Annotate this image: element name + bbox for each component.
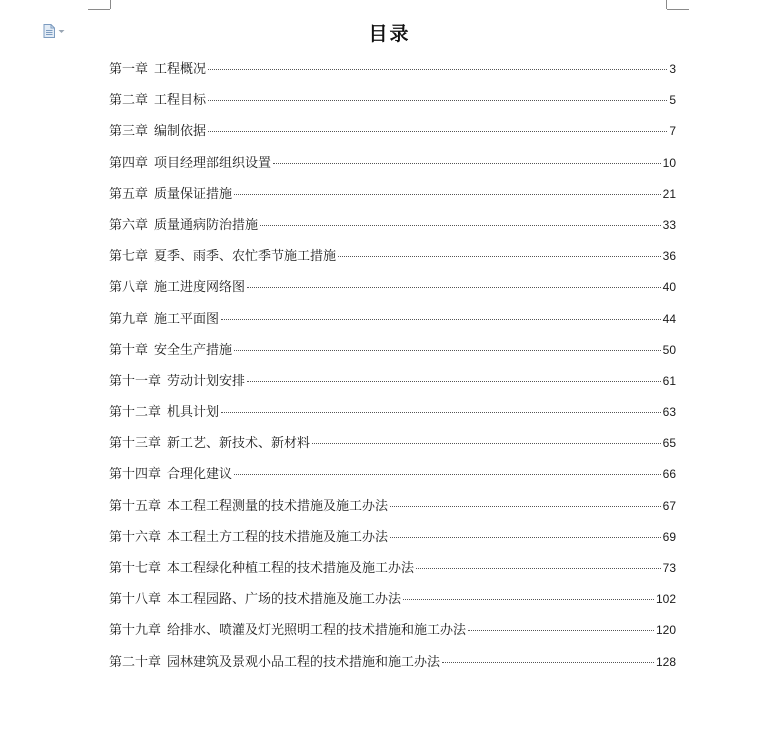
toc-chapter-title: 本工程园路、广场的技术措施及施工办法	[167, 592, 402, 608]
toc-chapter-title: 夏季、雨季、农忙季节施工措施	[154, 249, 337, 265]
toc-dot-leader	[403, 598, 654, 600]
toc-dot-leader	[260, 224, 661, 226]
toc-chapter-title: 编制依据	[154, 124, 207, 140]
toc-page-number: 67	[662, 498, 676, 513]
crop-mark-top-left-horizontal	[88, 9, 110, 10]
toc-chapter-number: 第二十章	[109, 654, 162, 670]
toc-page-number: 44	[662, 311, 676, 326]
toc-entry[interactable]	[109, 308, 676, 339]
toc-dot-leader	[247, 286, 661, 288]
toc-entry[interactable]	[109, 183, 676, 214]
toc-entry[interactable]	[109, 557, 676, 588]
toc-entry[interactable]	[109, 651, 676, 682]
toc-dot-leader	[390, 505, 661, 507]
toc-chapter-title: 质量通病防治措施	[154, 217, 259, 233]
toc-page-number: 21	[662, 186, 676, 201]
toc-page-number: 73	[662, 561, 676, 575]
toc-page-number: 65	[662, 436, 676, 451]
crop-mark-top-right-vertical	[666, 0, 667, 9]
toc-chapter-title: 本工程绿化种植工程的技术措施及施工办法	[167, 561, 415, 576]
toc-chapter-title: 工程概况	[154, 62, 207, 77]
toc-entry[interactable]	[109, 495, 676, 526]
toc-chapter-number: 第十一章	[109, 373, 162, 389]
toc-dot-leader	[208, 68, 667, 70]
toc-chapter-number: 第十三章	[109, 436, 162, 452]
toc-chapter-number: 第七章	[109, 249, 149, 265]
toc-chapter-number: 第三章	[109, 124, 149, 140]
toc-dot-leader	[468, 629, 654, 631]
crop-mark-top-right-horizontal	[667, 9, 689, 10]
toc-chapter-title: 施工进度网络图	[154, 280, 246, 296]
toc-page-number: 128	[655, 654, 676, 669]
toc-dot-leader	[338, 255, 661, 257]
toc-page-number: 120	[655, 623, 676, 638]
toc-dot-leader	[208, 130, 667, 132]
toc-dot-leader	[208, 99, 667, 101]
toc-chapter-title: 机具计划	[167, 405, 220, 421]
toc-entry[interactable]	[109, 276, 676, 307]
toc-entry[interactable]	[109, 58, 676, 89]
toc-entry[interactable]	[109, 619, 676, 650]
toc-chapter-title: 新工艺、新技术、新材料	[167, 436, 311, 452]
toc-dot-leader	[247, 380, 661, 382]
toc-entry[interactable]	[109, 370, 676, 401]
toc-page-number: 63	[662, 405, 676, 420]
toc-chapter-number: 第十七章	[109, 561, 162, 576]
toc-chapter-number: 第十六章	[109, 529, 162, 545]
toc-chapter-number: 第六章	[109, 217, 149, 233]
toc-chapter-number: 第二章	[109, 93, 149, 109]
toc-dot-leader	[221, 411, 661, 413]
toc-chapter-number: 第十五章	[109, 498, 162, 514]
toc-dot-leader	[273, 162, 661, 164]
toc-chapter-title: 本工程土方工程的技术措施及施工办法	[167, 529, 389, 545]
toc-entry[interactable]	[109, 120, 676, 151]
toc-chapter-title: 施工平面图	[154, 311, 220, 327]
crop-mark-top-left-vertical	[110, 0, 111, 9]
toc-chapter-title: 本工程工程测量的技术措施及施工办法	[167, 498, 389, 514]
toc-dot-leader	[390, 536, 661, 538]
toc-chapter-title: 给排水、喷灌及灯光照明工程的技术措施和施工办法	[167, 623, 467, 639]
toc-chapter-number: 第十四章	[109, 467, 162, 483]
toc-entry[interactable]	[109, 339, 676, 370]
toc-dot-leader	[234, 193, 661, 195]
toc-dot-leader	[234, 473, 661, 475]
toc-chapter-number: 第十章	[109, 342, 149, 358]
toc-entry[interactable]	[109, 89, 676, 120]
toc-page-number: 5	[669, 93, 676, 108]
toc-entry[interactable]	[109, 588, 676, 619]
toc-page-number: 3	[669, 62, 676, 76]
toc-chapter-number: 第八章	[109, 280, 149, 296]
toc-chapter-number: 第十九章	[109, 623, 162, 639]
toc-page-number: 10	[662, 155, 676, 170]
page-title: 目录	[368, 23, 411, 45]
toc-chapter-number: 第五章	[109, 186, 149, 202]
toc-chapter-number: 第九章	[109, 311, 149, 327]
toc-page-number: 102	[655, 592, 676, 607]
toc-dot-leader	[312, 442, 661, 444]
toc-page-number: 40	[662, 280, 676, 295]
toc-page-number: 61	[662, 373, 676, 388]
toc-chapter-title: 项目经理部组织设置	[154, 155, 272, 171]
toc-chapter-number: 第十八章	[109, 592, 162, 608]
toc-chapter-title: 合理化建议	[167, 467, 233, 483]
toc-page-number: 66	[662, 467, 676, 482]
toc-dot-leader	[221, 318, 661, 320]
toc-entry[interactable]	[109, 214, 676, 245]
toc-entry[interactable]	[109, 526, 676, 557]
toc-page-number: 50	[662, 342, 676, 357]
toc-page-number: 36	[662, 249, 676, 264]
toc-dot-leader	[234, 349, 661, 351]
toc-chapter-title: 工程目标	[154, 93, 207, 109]
toc-entry[interactable]	[109, 245, 676, 276]
toc-chapter-title: 园林建筑及景观小品工程的技术措施和施工办法	[167, 654, 441, 670]
toc-chapter-number: 第十二章	[109, 405, 162, 421]
toc-chapter-title: 质量保证措施	[154, 186, 233, 202]
toc-chapter-title: 劳动计划安排	[167, 373, 246, 389]
table-of-contents	[109, 58, 676, 682]
toc-entry[interactable]	[109, 463, 676, 494]
toc-entry[interactable]	[109, 401, 676, 432]
toc-entry[interactable]	[109, 152, 676, 183]
toc-chapter-number: 第四章	[109, 155, 149, 171]
toc-dot-leader	[416, 567, 661, 569]
toc-chapter-number: 第一章	[109, 62, 149, 77]
toc-dot-leader	[442, 661, 654, 663]
toc-page-number: 7	[669, 124, 676, 139]
toc-page-number: 69	[662, 529, 676, 544]
toc-chapter-title: 安全生产措施	[154, 342, 233, 358]
toc-page-number: 33	[662, 217, 676, 232]
toc-entry[interactable]	[109, 432, 676, 463]
